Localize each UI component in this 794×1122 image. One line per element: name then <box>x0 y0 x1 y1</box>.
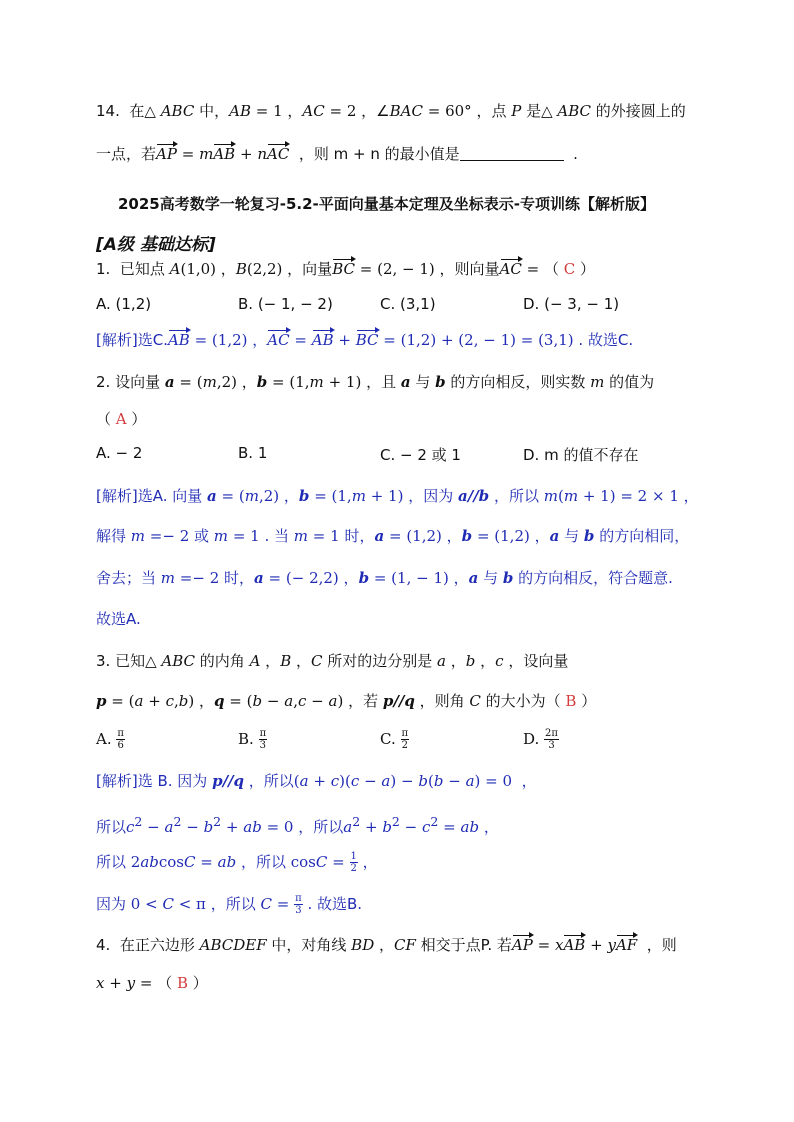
p4-answer: B <box>177 974 189 992</box>
p3-solution-3: 所以 2abcosC = ab ，所以 cosC = $\frac{1}{2}$ ， <box>96 851 378 874</box>
p3-solution-4: 因为 0 < C < π ，所以 C = $\frac{\pi}{3}$ . 故选B. <box>96 893 363 916</box>
q14-line1: 14. 在△ ABC 中，AB = 1 ，AC = 2 ，∠BAC = 60° ，点 P 是△ ABC 的外接圆上的 <box>96 102 686 120</box>
p1-solution: [解析]选C.AB = (1,2) ，AC = AB + BC = (1,2) + (2, − 1) = (3,1) . 故选C. <box>96 331 634 349</box>
p1-stem: 1. 已知点 A(1,0) ，B(2,2) ，向量BC = (2, − 1) ，则向量AC = （ C ） <box>96 260 596 278</box>
p4-stem-2: x + y = （ B ） <box>96 974 208 992</box>
p2-option-d: D. m 的值不存在 <box>523 446 639 464</box>
p2-stem: 2. 设向量 a = (m,2) ，b = (1,m + 1) ，且 a 与 b 的方向相反，则实数 m 的值为 <box>96 373 655 391</box>
p1-option-d: D. (− 3, − 1) <box>523 295 620 313</box>
p2-option-c: C. − 2 或 1 <box>380 446 461 464</box>
p2-solution-1: [解析]选A. 向量 a = (m,2) ，b = (1,m + 1) ，因为 a//b ，所以 m(m + 1) = 2 × 1 ， <box>96 487 699 505</box>
answer-blank <box>460 146 564 161</box>
p3-solution-2: 所以$c^2 - a^2 - b^2$ + ab = 0 ，所以$a^2 + b^2 - c^2$ = ab ， <box>96 814 499 836</box>
p3-option-d: D. $\frac{2\pi}{3}$ <box>523 728 558 751</box>
p2-solution-4: 故选A. <box>96 610 141 628</box>
document-title: 2025高考数学一轮复习-5.2-平面向量基本定理及坐标表示-专项训练【解析版】 <box>118 195 656 213</box>
p3-option-b: B. $\frac{\pi}{3}$ <box>238 728 267 751</box>
section-heading: [A级 基础达标] <box>96 235 216 255</box>
p1-option-b: B. (− 1, − 2) <box>238 295 333 313</box>
p1-options <box>96 295 756 321</box>
p2-option-a: A. − 2 <box>96 444 143 462</box>
p2-option-b: B. 1 <box>238 444 268 462</box>
p1-answer: C <box>563 260 576 278</box>
p3-stem-2: p = (a + c,b) ，q = (b − a,c − a) ，若 p//q ，则角 C 的大小为（ B ） <box>96 692 597 710</box>
p2-options <box>96 444 756 470</box>
p3-answer: B <box>565 692 577 710</box>
p4-stem-1: 4. 在正六边形 ABCDEF 中，对角线 BD ，CF 相交于点P. 若AP = xAB + yAF ，则 <box>96 936 677 954</box>
q14-line2: 一点，若AP = mAB + nAC ，则 m + n 的最小值是 . <box>96 145 578 163</box>
p3-stem-1: 3. 已知△ ABC 的内角 A ，B ，C 所对的边分别是 a ，b ，c ，设向量 <box>96 652 569 670</box>
p3-options <box>96 728 756 758</box>
p1-option-a: A. (1,2) <box>96 295 152 313</box>
p2-solution-2: 解得 m =− 2 或 m = 1 . 当 m = 1 时，a = (1,2) ，b = (1,2) ，a 与 b 的方向相同， <box>96 527 690 545</box>
p2-stem-answer: （ A ） <box>96 410 147 428</box>
p3-option-c: C. $\frac{\pi}{2}$ <box>380 728 409 751</box>
p2-solution-3: 舍去；当 m =− 2 时，a = (− 2,2) ，b = (1, − 1) ，a 与 b 的方向相反，符合题意. <box>96 569 673 587</box>
p3-solution-1: [解析]选 B. 因为 p//q ，所以(a + c)(c − a) − b(b − a) = 0 ， <box>96 772 537 790</box>
p1-option-c: C. (3,1) <box>380 295 436 313</box>
p2-answer: A <box>115 410 127 428</box>
p3-option-a: A. $\frac{\pi}{6}$ <box>96 728 124 751</box>
